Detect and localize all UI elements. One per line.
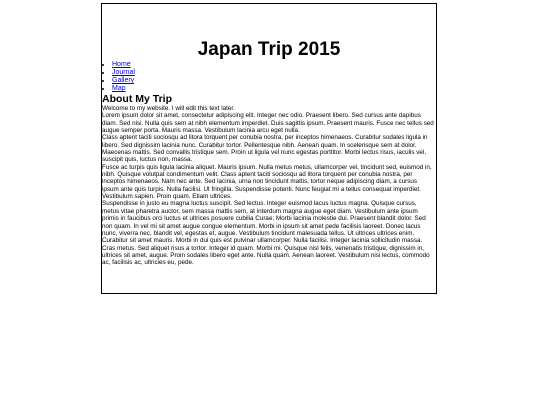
nav-item-gallery [102,77,436,85]
nav-item-journal [102,69,436,77]
body-paragraph: Lorem ipsum dolor sit amet, consectetur adipiscing elit. Integer nec odio. Praesent libero. Sed cursus ante dapibus diam. Sed nisi. Nulla quis sem at nibh elementum imperdiet. Duis sagittis ipsum. Praesent mauris. Fusce nec tellus sed augue semper porta. Mauris massa. Vestibulum lacinia arcu eget nulla. [102,112,434,135]
nav-link-gallery[interactable]: Gallery [112,77,135,84]
body-paragraph: Suspendisse in justo eu magna luctus suscipit. Sed lectus. Integer euismod lacus luctus magna. Quisque cursus, metus vitae pharetra auctor, sem massa mattis sem, at interdum magna augue eget diam. Vestibulum ante ipsum primis in faucibus orci luctus et ultrices posuere cubilia Curae; Morbi lacinia molestie dui. Praesent blandit dolor. Sed non quam. In vel mi sit amet augue congue elementum. Morbi in ipsum sit amet pede facilisis laoreet. Donec lacus nunc, viverra nec, blandit vel, egestas et, augue. Vestibulum tincidunt malesuada tellus. Ut ultrices ultrices enim. Curabitur sit amet mauris. Morbi in dui quis est pulvinar ullamcorper. Nulla facilisi. Integer lacinia sollicitudin massa. Cras metus. Sed aliquet risus a tortor. Integer id quam. Morbi mi. Quisque nisl felis, venenatis tristique, dignissim in, ultrices sit amet, augue. Proin sodales libero eget ante. Nulla quam. Aenean laoreet. Vestibulum nisi lectus, commodo ac, facilisis ac, ultricies eu, pede. [102,200,430,267]
intro-paragraph: Welcome to my website. I will edit this text later. [102,105,235,112]
page-container [101,3,437,294]
nav-link-map[interactable]: Map [112,85,126,92]
site-title: Japan Trip 2015 [197,39,341,60]
nav-link-home[interactable]: Home [112,61,131,68]
nav-item-map [102,85,436,93]
main-nav [102,61,436,93]
main-content [102,105,436,267]
section-heading: About My Trip [102,93,172,105]
body-paragraph: Fusce ac turpis quis ligula lacinia aliquet. Mauris ipsum. Nulla metus metus, ullamcorper vel, tincidunt sed, euismod in, nibh. Quisque volutpat condimentum velit. Class aptent taciti sociosqu ad litora torquent per conubia nostra, per inceptos himenaeos. Nam nec ante. Sed lacinia, urna non tincidunt mattis, tortor neque adipiscing diam, a cursus ipsum ante quis turpis. Nulla facilisi. Ut fringilla. Suspendisse potenti. Nunc feugiat mi a tellus consequat imperdiet. Vestibulum sapien. Proin quam. Etiam ultrices. [102,163,432,201]
body-paragraph: Class aptent taciti sociosqu ad litora torquent per conubia nostra, per inceptos himenaeos. Curabitur sodales ligula in libero. Sed dignissim lacinia nunc. Curabitur tortor. Pellentesque nibh. Aenean quam. In scelerisque sem at dolor. Maecenas mattis. Sed convallis tristique sem. Proin ut ligula vel nunc egestas porttitor. Morbi lectus risus, iaculis vel, suscipit quis, luctus non, massa. [102,134,428,164]
nav-link-journal[interactable]: Journal [112,69,135,76]
